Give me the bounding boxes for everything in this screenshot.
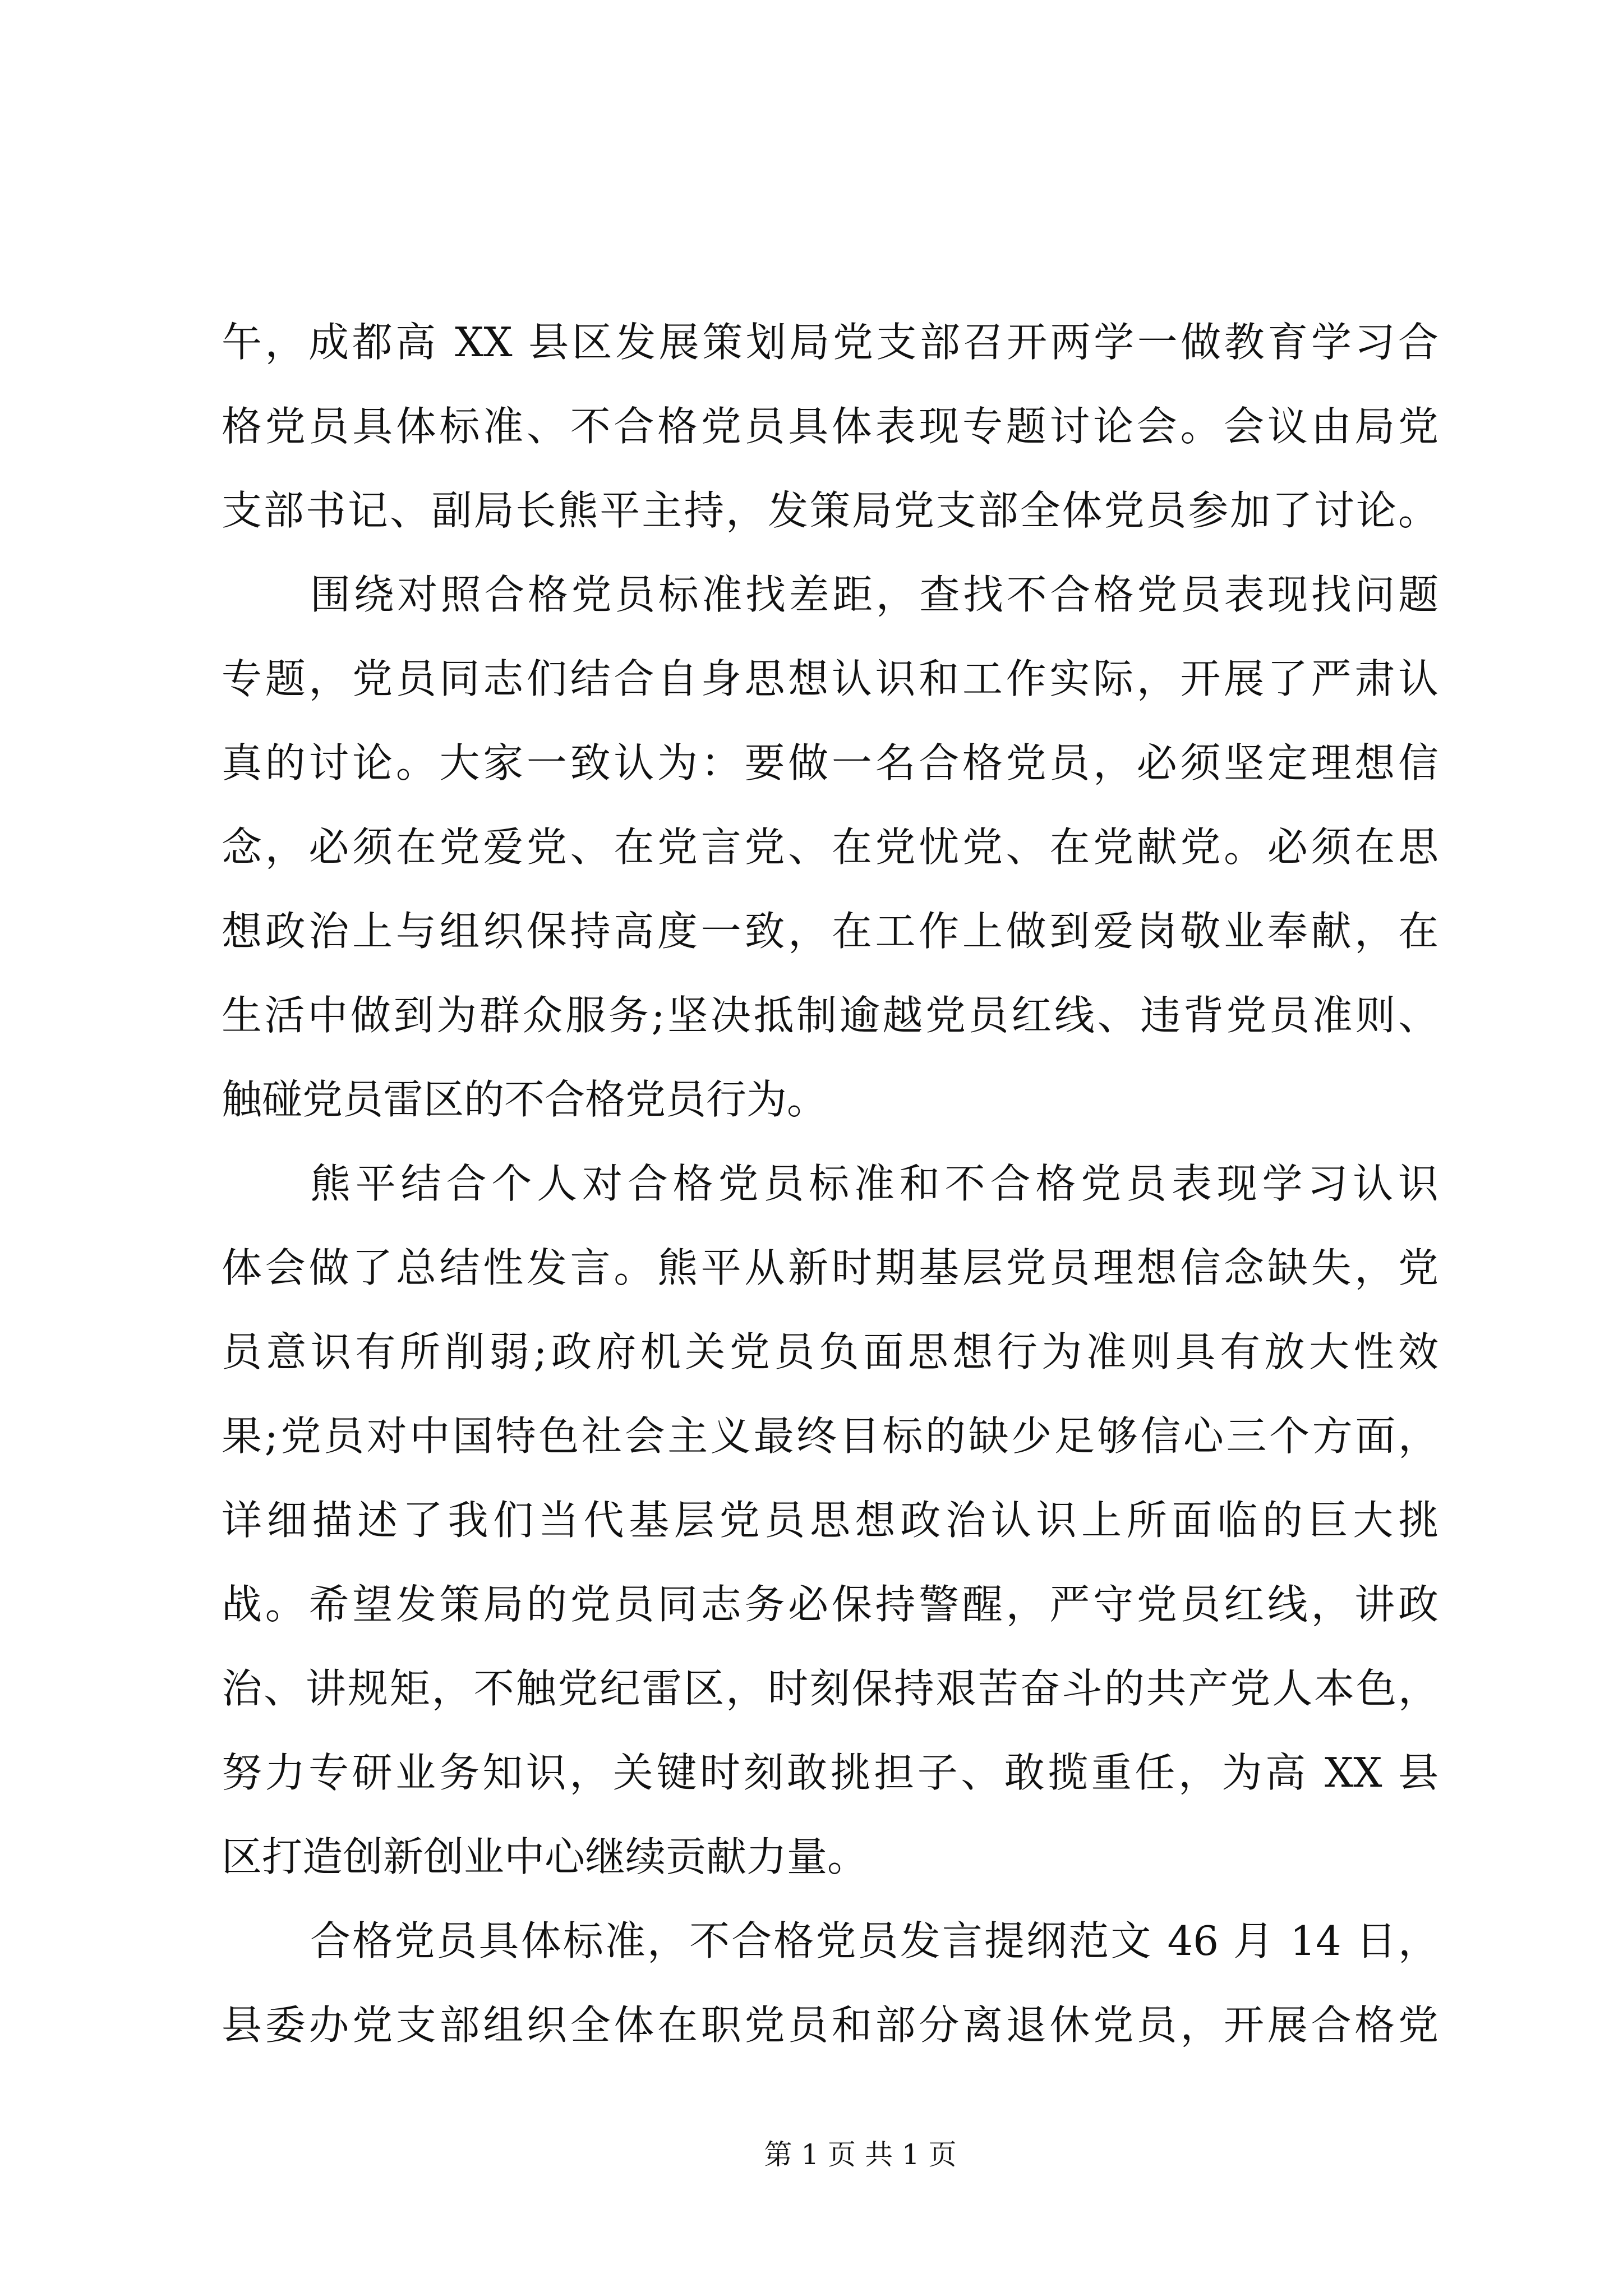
text-line: 合格党员具体标准，不合格党员发言提纲范文 46 月 14 日，: [310, 1917, 1438, 1964]
paragraph-2: [222, 553, 1438, 1142]
text-line: 围绕对照合格党员标准找差距，查找不合格党员表现找问题: [310, 571, 1438, 618]
text-line: 格党员具体标准、不合格党员具体表现专题讨论会。会议由局党: [222, 403, 1438, 450]
text-line: 果;党员对中国特色社会主义最终目标的缺少足够信心三个方面，: [222, 1412, 1438, 1460]
document-body: [222, 300, 1438, 2067]
text-line: 治、讲规矩，不触党纪雷区，时刻保持艰苦奋斗的共产党人本色，: [222, 1665, 1438, 1712]
text-line: 努力专研业务知识，关键时刻敢挑担子、敢揽重任，为高 XX 县: [222, 1749, 1438, 1796]
text-line: 支部书记、副局长熊平主持，发策局党支部全体党员参加了讨论。: [222, 487, 1438, 534]
text-line: 熊平结合个人对合格党员标准和不合格党员表现学习认识: [310, 1160, 1438, 1207]
text-line: 触碰党员雷区的不合格党员行为。: [222, 1076, 828, 1123]
text-line: 战。希望发策局的党员同志务必保持警醒，严守党员红线，讲政: [222, 1581, 1438, 1628]
paragraph-3: [222, 1142, 1438, 1899]
text-line: 区打造创新创业中心继续贡献力量。: [222, 1833, 868, 1880]
text-line: 生活中做到为群众服务;坚决抵制逾越党员红线、违背党员准则、: [222, 992, 1438, 1039]
text-line: 午，成都高 XX 县区发展策划局党支部召开两学一做教育学习合: [222, 319, 1438, 366]
paragraph-1: [222, 300, 1438, 553]
text-line: 员意识有所削弱;政府机关党员负面思想行为准则具有放大性效: [222, 1328, 1438, 1375]
paragraph-4: [222, 1899, 1438, 2067]
text-line: 念，必须在党爱党、在党言党、在党忧党、在党献党。必须在思: [222, 823, 1438, 871]
text-line: 县委办党支部组织全体在职党员和部分离退休党员，开展合格党: [222, 2001, 1438, 2049]
text-line: 想政治上与组织保持高度一致，在工作上做到爱岗敬业奉献，在: [222, 908, 1438, 955]
text-line: 专题，党员同志们结合自身思想认识和工作实际，开展了严肃认: [222, 655, 1438, 702]
text-line: 体会做了总结性发言。熊平从新时期基层党员理想信念缺失，党: [222, 1244, 1438, 1291]
text-line: 真的讨论。大家一致认为：要做一名合格党员，必须坚定理想信: [222, 739, 1438, 786]
page-number-footer: 第 1 页 共 1 页: [764, 2138, 957, 2171]
text-line: 详细描述了我们当代基层党员思想政治认识上所面临的巨大挑: [222, 1497, 1438, 1544]
